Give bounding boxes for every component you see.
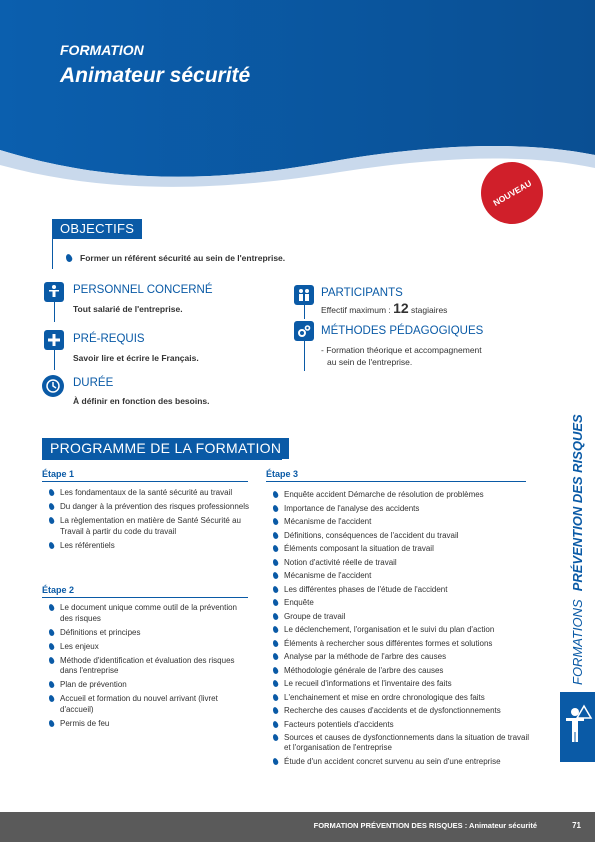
footer-title: : Animateur sécurité: [462, 821, 537, 830]
list-item: Le document unique comme outil de la prévention des risques: [46, 603, 246, 624]
prerequis-text: Savoir lire et écrire le Français.: [73, 353, 199, 363]
personnel-text: Tout salarié de l'entreprise.: [73, 304, 183, 314]
list-item: Définitions et principes: [46, 628, 246, 639]
divider: [42, 459, 282, 460]
list-item: L'enchainement et mise en ordre chronologique des faits: [270, 693, 535, 703]
list-item: Sources et causes de dysfonctionnements dans la situation de travail et l'organisation de l'entreprise: [270, 733, 535, 753]
clock-icon: [42, 375, 64, 397]
page-number: 71: [572, 821, 581, 830]
list-item: Accueil et formation du nouvel arrivant (livret d'accueil): [46, 694, 246, 715]
methodes-line2: au sein de l'entreprise.: [327, 357, 413, 367]
person-info-icon: [44, 282, 64, 302]
methodes-heading: MÉTHODES PÉDAGOGIQUES: [321, 325, 484, 337]
divider: [54, 302, 55, 322]
page-title: Animateur sécurité: [60, 64, 251, 87]
list-item: Le recueil d'informations et l'inventaire des faits: [270, 679, 535, 689]
list-item: Les enjeux: [46, 642, 246, 653]
divider: [304, 305, 305, 319]
duree-text: À définir en fonction des besoins.: [73, 396, 210, 406]
footer-section: FORMATION PRÉVENTION DES RISQUES: [313, 821, 463, 830]
list-item: Notion d'activité réelle de travail: [270, 558, 535, 568]
step2-list: [46, 603, 246, 733]
programme-heading: PROGRAMME DE LA FORMATION: [42, 438, 289, 459]
list-item: Méthode d'identification et évaluation des risques dans l'entreprise: [46, 656, 246, 677]
list-item: Permis de feu: [46, 719, 246, 730]
person-sign-icon: [560, 692, 595, 762]
list-item: Mécanisme de l'accident: [270, 517, 535, 527]
list-item: Enquête accident Démarche de résolution de problèmes: [270, 490, 535, 500]
list-item: Recherche des causes d'accidents et de dysfonctionnements: [270, 706, 535, 716]
plus-cross-icon: [44, 330, 64, 350]
list-item: Le déclenchement, l'organisation et le suivi du plan d'action: [270, 625, 535, 635]
step-divider: [42, 481, 248, 482]
divider: [54, 350, 55, 370]
new-badge: NOUVEAU: [481, 162, 543, 224]
objectifs-item: [66, 253, 285, 263]
divider: [52, 239, 53, 269]
prerequis-heading: PRÉ-REQUIS: [73, 333, 145, 345]
step-divider: [42, 597, 248, 598]
list-item: Éléments à rechercher sous différentes formes et solutions: [270, 639, 535, 649]
participants-number: 12: [393, 300, 409, 316]
personnel-heading: PERSONNEL CONCERNÉ: [73, 284, 213, 296]
side-label-part2: PRÉVENTION DES RISQUES: [570, 414, 585, 592]
list-item: Facteurs potentiels d'accidents: [270, 720, 535, 730]
participants-text: [321, 300, 447, 316]
step3-list: [270, 490, 535, 770]
footer-bar: [0, 812, 595, 842]
duree-heading: DURÉE: [73, 377, 114, 389]
list-item: Méthodologie générale de l'arbre des causes: [270, 666, 535, 676]
list-item: Définitions, conséquences de l'accident du travail: [270, 531, 535, 541]
footer-text: [314, 821, 537, 830]
list-item: Analyse par la méthode de l'arbre des causes: [270, 652, 535, 662]
step1-title: Étape 1: [42, 469, 75, 479]
list-item: Les fondamentaux de la santé sécurité au travail: [46, 488, 254, 499]
objectifs-heading: OBJECTIFS: [52, 219, 142, 239]
gears-icon: [294, 321, 314, 341]
group-icon: [294, 285, 314, 305]
participants-prefix: Effectif maximum :: [321, 305, 394, 315]
list-item: La règlementation en matière de Santé Sécurité au Travail à partir du code du travail: [46, 516, 254, 537]
methodes-line1: - Formation théorique et accompagnement: [321, 345, 482, 355]
list-item: Enquête: [270, 598, 535, 608]
list-item: Du danger à la prévention des risques professionnels: [46, 502, 254, 513]
participants-suffix: stagiaires: [408, 305, 448, 315]
list-item: Les différentes phases de l'étude de l'accident: [270, 585, 535, 595]
side-icon-box: [560, 692, 595, 762]
participants-heading: PARTICIPANTS: [321, 287, 403, 299]
step2-title: Étape 2: [42, 585, 75, 595]
list-item: Mécanisme de l'accident: [270, 571, 535, 581]
objectifs-text: Former un référent sécurité au sein de l'entreprise.: [80, 253, 286, 263]
step3-title: Étape 3: [266, 469, 299, 479]
bullet-icon: [65, 253, 73, 263]
list-item: Étude d'un accident concret survenu au sein d'une entreprise: [270, 757, 535, 767]
list-item: Plan de prévention: [46, 680, 246, 691]
step-divider: [266, 481, 526, 482]
list-item: Les référentiels: [46, 541, 254, 552]
step1-list: [46, 488, 254, 555]
side-label-part1: FORMATIONS: [570, 599, 585, 685]
header-kicker: FORMATION: [60, 42, 144, 58]
list-item: Éléments composant la situation de travail: [270, 544, 535, 554]
list-item: Importance de l'analyse des accidents: [270, 504, 535, 514]
list-item: Groupe de travail: [270, 612, 535, 622]
divider: [304, 341, 305, 371]
